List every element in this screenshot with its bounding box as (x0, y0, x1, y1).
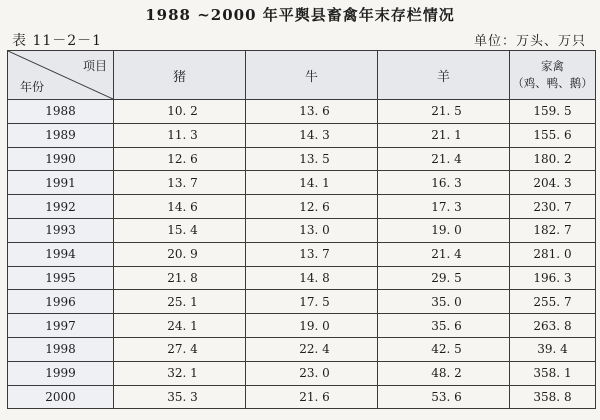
cell-poultry: 358. 1 (510, 361, 596, 385)
cell-sheep: 53. 6 (378, 385, 510, 409)
cell-year: 1999 (8, 361, 114, 385)
cell-poultry: 182. 7 (510, 218, 596, 242)
cell-year: 1997 (8, 314, 114, 338)
table-header-row (8, 51, 596, 100)
table-row (8, 123, 596, 147)
cell-cattle: 14. 3 (246, 123, 378, 147)
cell-poultry: 255. 7 (510, 290, 596, 314)
cell-sheep: 29. 5 (378, 266, 510, 290)
cell-year: 1989 (8, 123, 114, 147)
table-row (8, 100, 596, 124)
cell-year: 1996 (8, 290, 114, 314)
cell-sheep: 21. 1 (378, 123, 510, 147)
cell-year: 1988 (8, 100, 114, 124)
cell-pig: 32. 1 (114, 361, 246, 385)
cell-sheep: 42. 5 (378, 337, 510, 361)
cell-year: 1991 (8, 171, 114, 195)
table-row (8, 266, 596, 290)
table-row (8, 385, 596, 409)
cell-cattle: 21. 6 (246, 385, 378, 409)
cell-poultry: 180. 2 (510, 147, 596, 171)
document-title: 1988 ~2000 年平舆县畜禽年末存栏情况 (145, 6, 455, 24)
cell-sheep: 48. 2 (378, 361, 510, 385)
cell-pig: 35. 3 (114, 385, 246, 409)
table-row (8, 337, 596, 361)
cell-sheep: 19. 0 (378, 218, 510, 242)
header-poultry-line1: 家禽 (541, 59, 564, 73)
cell-pig: 15. 4 (114, 218, 246, 242)
cell-poultry: 204. 3 (510, 171, 596, 195)
table-row (8, 171, 596, 195)
cell-cattle: 13. 6 (246, 100, 378, 124)
cell-poultry: 281. 0 (510, 242, 596, 266)
cell-sheep: 35. 0 (378, 290, 510, 314)
cell-poultry: 155. 6 (510, 123, 596, 147)
cell-sheep: 35. 6 (378, 314, 510, 338)
table-number: 表 11－2－1 (12, 33, 103, 49)
cell-poultry: 230. 7 (510, 195, 596, 219)
table-row (8, 290, 596, 314)
table-row (8, 242, 596, 266)
cell-poultry: 358. 8 (510, 385, 596, 409)
cell-cattle: 17. 5 (246, 290, 378, 314)
cell-pig: 14. 6 (114, 195, 246, 219)
cell-year: 2000 (8, 385, 114, 409)
table-row (8, 195, 596, 219)
cell-poultry: 196. 3 (510, 266, 596, 290)
corner-header-cell (8, 51, 114, 100)
cell-sheep: 21. 5 (378, 100, 510, 124)
unit-label: 单位：万头、万只 (473, 34, 586, 49)
table-row (8, 361, 596, 385)
cell-year: 1993 (8, 218, 114, 242)
cell-cattle: 14. 1 (246, 171, 378, 195)
table-row (8, 314, 596, 338)
cell-cattle: 23. 0 (246, 361, 378, 385)
header-cattle: 牛 (246, 51, 378, 100)
header-poultry-line2: （鸡、鸭、鹅） (512, 76, 593, 90)
cell-poultry: 159. 5 (510, 100, 596, 124)
cell-year: 1992 (8, 195, 114, 219)
header-pig: 猪 (114, 51, 246, 100)
cell-year: 1995 (8, 266, 114, 290)
cell-pig: 27. 4 (114, 337, 246, 361)
cell-cattle: 13. 0 (246, 218, 378, 242)
cell-pig: 10. 2 (114, 100, 246, 124)
table-row (8, 218, 596, 242)
cell-pig: 21. 8 (114, 266, 246, 290)
cell-year: 1994 (8, 242, 114, 266)
cell-cattle: 13. 7 (246, 242, 378, 266)
cell-sheep: 21. 4 (378, 147, 510, 171)
cell-poultry: 263. 8 (510, 314, 596, 338)
cell-pig: 20. 9 (114, 242, 246, 266)
corner-year-label: 年份 (20, 80, 45, 94)
cell-sheep: 21. 4 (378, 242, 510, 266)
cell-cattle: 22. 4 (246, 337, 378, 361)
cell-cattle: 12. 6 (246, 195, 378, 219)
livestock-table (7, 50, 596, 409)
cell-year: 1990 (8, 147, 114, 171)
cell-sheep: 16. 3 (378, 171, 510, 195)
cell-cattle: 13. 5 (246, 147, 378, 171)
cell-pig: 24. 1 (114, 314, 246, 338)
cell-poultry: 39. 4 (510, 337, 596, 361)
cell-year: 1998 (8, 337, 114, 361)
corner-item-label: 项目 (82, 59, 107, 73)
cell-cattle: 14. 8 (246, 266, 378, 290)
cell-pig: 25. 1 (114, 290, 246, 314)
cell-sheep: 17. 3 (378, 195, 510, 219)
cell-cattle: 19. 0 (246, 314, 378, 338)
header-poultry (510, 51, 596, 100)
cell-pig: 12. 6 (114, 147, 246, 171)
header-sheep: 羊 (378, 51, 510, 100)
cell-pig: 11. 3 (114, 123, 246, 147)
cell-pig: 13. 7 (114, 171, 246, 195)
table-row (8, 147, 596, 171)
